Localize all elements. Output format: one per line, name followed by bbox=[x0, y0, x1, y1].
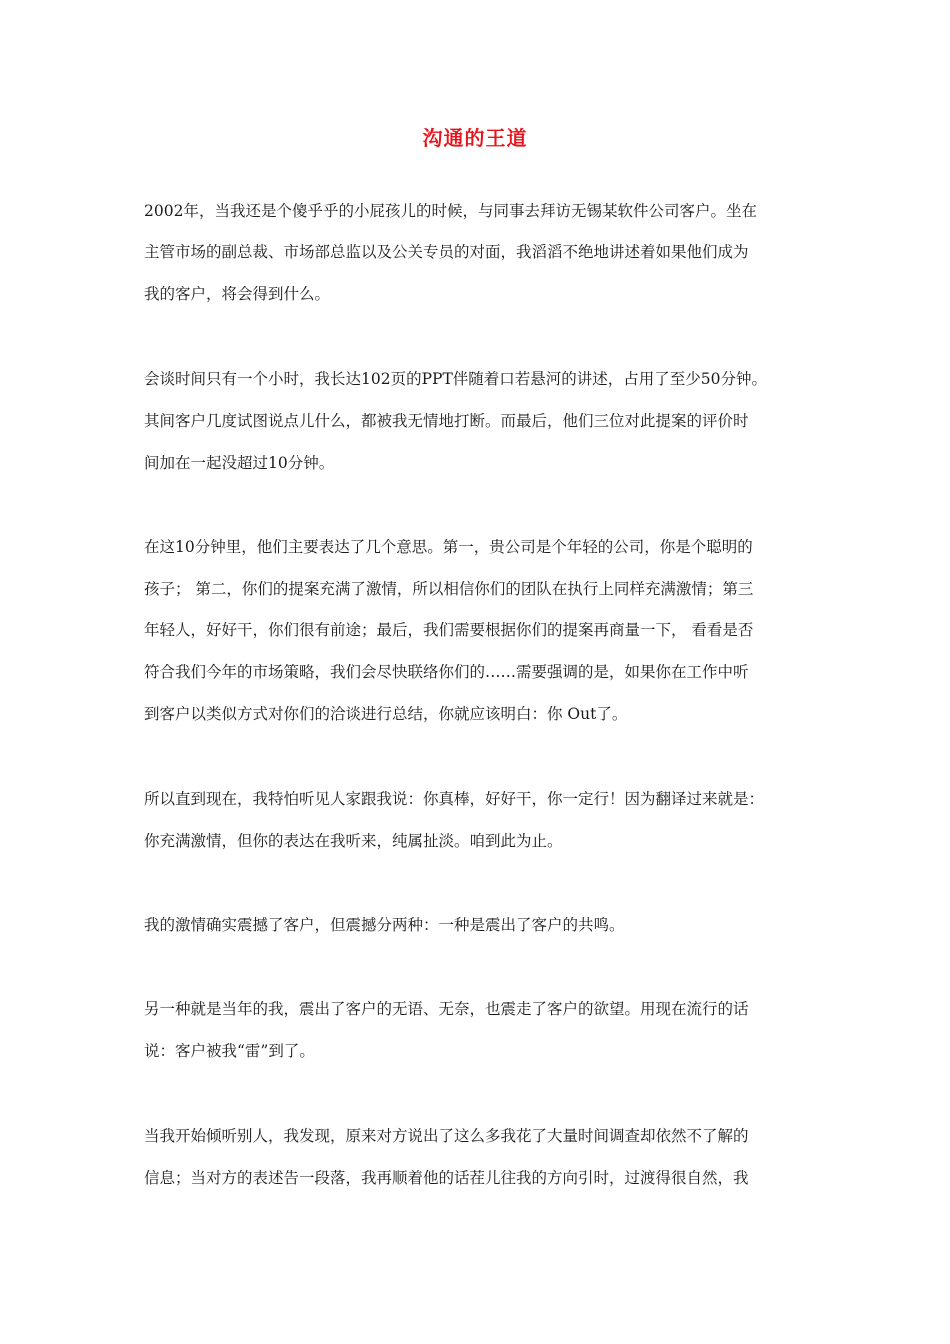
paragraph-line: 年轻人，好好干，你们很有前途；最后，我们需要根据你们的提案再商量一下， 看看是否 bbox=[144, 621, 754, 639]
paragraph-line: 符合我们今年的市场策略，我们会尽快联络你们的……需要强调的是，如果你在工作中听 bbox=[144, 663, 749, 681]
paragraph-line: 其间客户几度试图说点儿什么，都被我无情地打断。而最后，他们三位对此提案的评价时 bbox=[144, 412, 749, 430]
paragraph-line: 到客户以类似方式对你们的洽谈进行总结，你就应该明白：你 Out了。 bbox=[144, 705, 628, 723]
paragraph-line: 孩子； 第二，你们的提案充满了激情，所以相信你们的团队在执行上同样充满激情；第三 bbox=[144, 580, 754, 598]
paragraph-line: 我的客户，将会得到什么。 bbox=[144, 285, 331, 303]
document-title: 沟通的王道 bbox=[422, 126, 528, 150]
paragraph-line: 2002年，当我还是个傻乎乎的小屁孩儿的时候，与同事去拜访无锡某软件公司客户。坐在 bbox=[144, 202, 757, 220]
paragraph-line: 间加在一起没超过10分钟。 bbox=[144, 454, 335, 472]
paragraph-line: 说：客户被我“雷”到了。 bbox=[144, 1042, 315, 1060]
paragraph-line: 所以直到现在，我特怕听见人家跟我说：你真棒，好好干，你一定行！因为翻译过来就是： bbox=[144, 790, 765, 808]
paragraph-line: 我的激情确实震撼了客户，但震撼分两种：一种是震出了客户的共鸣。 bbox=[144, 916, 625, 934]
paragraph-line: 另一种就是当年的我，震出了客户的无语、无奈，也震走了客户的欲望。用现在流行的话 bbox=[144, 1000, 749, 1018]
paragraph-line: 主管市场的副总裁、市场部总监以及公关专员的对面，我滔滔不绝地讲述着如果他们成为 bbox=[144, 243, 749, 261]
paragraph-line: 会谈时间只有一个小时，我长达102页的PPT伴随着口若悬河的讲述，占用了至少50分钟。 bbox=[144, 370, 768, 388]
paragraph-line: 当我开始倾听别人，我发现，原来对方说出了这么多我花了大量时间调查却依然不了解的 bbox=[144, 1127, 749, 1145]
paragraph-line: 在这10分钟里，他们主要表达了几个意思。第一，贵公司是个年轻的公司，你是个聪明的 bbox=[144, 538, 753, 556]
paragraph-line: 你充满激情，但你的表达在我听来，纯属扯淡。咱到此为止。 bbox=[144, 832, 563, 850]
paragraph-line: 信息；当对方的表述告一段落，我再顺着他的话茬儿往我的方向引时，过渡得很自然，我 bbox=[144, 1169, 749, 1187]
